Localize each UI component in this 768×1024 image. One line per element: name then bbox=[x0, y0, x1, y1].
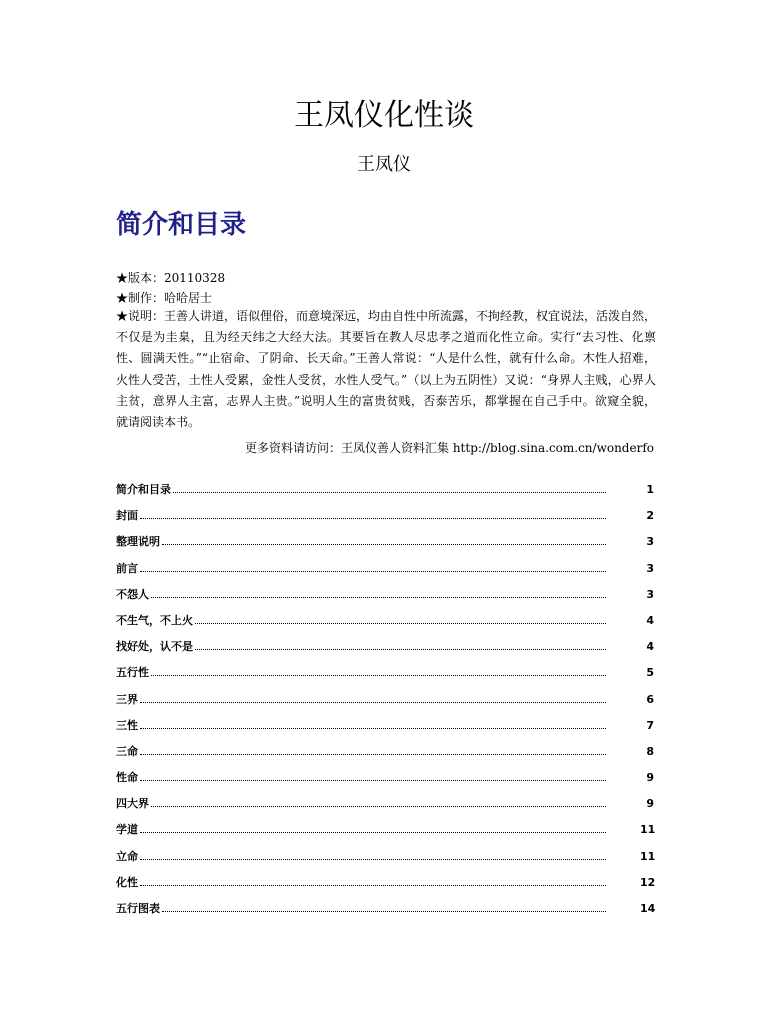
toc-leader-dots bbox=[140, 884, 606, 886]
toc-entry[interactable] bbox=[116, 691, 654, 717]
toc-entry[interactable] bbox=[116, 664, 654, 690]
toc-entry[interactable] bbox=[116, 769, 654, 795]
toc-entry-page: 12 bbox=[640, 875, 656, 889]
toc-entry-page: 3 bbox=[646, 561, 654, 575]
document-title: 王凤仪化性谈 bbox=[294, 98, 474, 133]
toc-leader-dots bbox=[140, 517, 606, 519]
toc-entry-title: 五行性 bbox=[116, 666, 149, 680]
toc-entry-title: 三性 bbox=[116, 718, 138, 732]
toc-entry-title: 立命 bbox=[116, 849, 138, 863]
toc-leader-dots bbox=[195, 648, 606, 650]
table-of-contents bbox=[116, 481, 654, 926]
toc-entry-page: 8 bbox=[646, 744, 654, 758]
toc-leader-dots bbox=[140, 727, 606, 729]
toc-leader-dots bbox=[140, 753, 606, 755]
toc-entry-title: 简介和目录 bbox=[116, 483, 171, 496]
toc-entry-title: 找好处，认不是 bbox=[116, 640, 193, 654]
toc-entry-title: 封面 bbox=[116, 509, 138, 523]
toc-entry[interactable] bbox=[116, 533, 654, 559]
toc-entry-page: 4 bbox=[646, 613, 654, 627]
toc-leader-dots bbox=[151, 674, 606, 676]
toc-entry-title: 五行图表 bbox=[116, 902, 160, 915]
version-line: ★版本：20110328 bbox=[116, 271, 226, 285]
toc-entry[interactable] bbox=[116, 612, 654, 638]
description-paragraph bbox=[116, 306, 656, 433]
toc-entry-page: 4 bbox=[646, 640, 654, 654]
toc-entry-title: 学道 bbox=[116, 823, 138, 837]
toc-entry-title: 四大界 bbox=[116, 797, 149, 811]
toc-entry[interactable] bbox=[116, 795, 654, 821]
toc-entry[interactable] bbox=[116, 560, 654, 586]
toc-entry-title: 性命 bbox=[116, 771, 138, 785]
toc-leader-dots bbox=[151, 805, 606, 807]
toc-leader-dots bbox=[151, 596, 606, 598]
more-info-link[interactable]: 更多资料请访问：王凤仪善人资料汇集 http://blog.sina.com.cn/wonderfo bbox=[245, 441, 654, 455]
toc-entry-title: 三命 bbox=[116, 744, 138, 758]
toc-entry[interactable] bbox=[116, 586, 654, 612]
section-heading: 简介和目录 bbox=[116, 210, 247, 240]
toc-entry[interactable] bbox=[116, 507, 654, 533]
toc-entry[interactable] bbox=[116, 848, 654, 874]
toc-entry-page: 6 bbox=[646, 692, 654, 706]
toc-leader-dots bbox=[140, 701, 606, 703]
toc-leader-dots bbox=[140, 779, 606, 781]
toc-entry-page: 11 bbox=[640, 849, 656, 863]
toc-leader-dots bbox=[140, 858, 606, 860]
maker-line: ★制作：哈哈居士 bbox=[116, 291, 213, 305]
toc-entry-page: 7 bbox=[646, 718, 654, 732]
toc-entry-title: 前言 bbox=[116, 561, 138, 575]
toc-entry[interactable] bbox=[116, 874, 654, 900]
toc-leader-dots bbox=[162, 910, 606, 912]
toc-entry-page: 14 bbox=[640, 902, 656, 915]
toc-entry[interactable] bbox=[116, 481, 654, 507]
toc-entry-title: 化性 bbox=[116, 875, 138, 889]
toc-entry-page: 2 bbox=[646, 509, 654, 523]
toc-entry[interactable] bbox=[116, 743, 654, 769]
toc-entry-title: 不怨人 bbox=[116, 587, 149, 601]
toc-leader-dots bbox=[162, 543, 606, 545]
toc-entry[interactable] bbox=[116, 821, 654, 847]
toc-entry-page: 3 bbox=[646, 587, 654, 601]
toc-leader-dots bbox=[173, 491, 606, 493]
toc-entry[interactable] bbox=[116, 638, 654, 664]
toc-entry-page: 1 bbox=[646, 483, 654, 496]
toc-entry-page: 3 bbox=[646, 535, 654, 549]
toc-entry[interactable] bbox=[116, 717, 654, 743]
description-text: ★说明：王善人讲道，语似俚俗，而意境深远，均由自性中所流露，不拘经教，权宜说法，活泼自然，不仅是为圭臬，且为经天纬之大经大法。其要旨在教人尽忠孝之道而化性立命。实行“去习性、化禀性、圆满天性。”“止宿命、了阴命、长天命。”王善人常说：“人是什么性，就有什么命。木性人招难，火性人受苦，土性人受累，金性人受贫，水性人受气。”（以上为五阴性）又说：“身界人主贱，心界人主贫，意界人主富，志界人主贵。”说明人生的富贵贫贱，否泰苦乐，都掌握在自己手中。欲窥全貌，就请阅读本书。 bbox=[116, 309, 657, 430]
toc-leader-dots bbox=[195, 622, 606, 624]
toc-entry-page: 11 bbox=[640, 823, 656, 837]
toc-leader-dots bbox=[140, 831, 606, 833]
toc-entry-title: 不生气，不上火 bbox=[116, 613, 193, 627]
toc-entry-page: 5 bbox=[646, 666, 654, 680]
toc-entry[interactable] bbox=[116, 900, 654, 926]
toc-entry-page: 9 bbox=[646, 771, 654, 785]
toc-entry-title: 整理说明 bbox=[116, 535, 160, 549]
toc-entry-title: 三界 bbox=[116, 692, 138, 706]
document-author: 王凤仪 bbox=[357, 154, 411, 175]
toc-entry-page: 9 bbox=[646, 797, 654, 811]
toc-leader-dots bbox=[140, 570, 606, 572]
